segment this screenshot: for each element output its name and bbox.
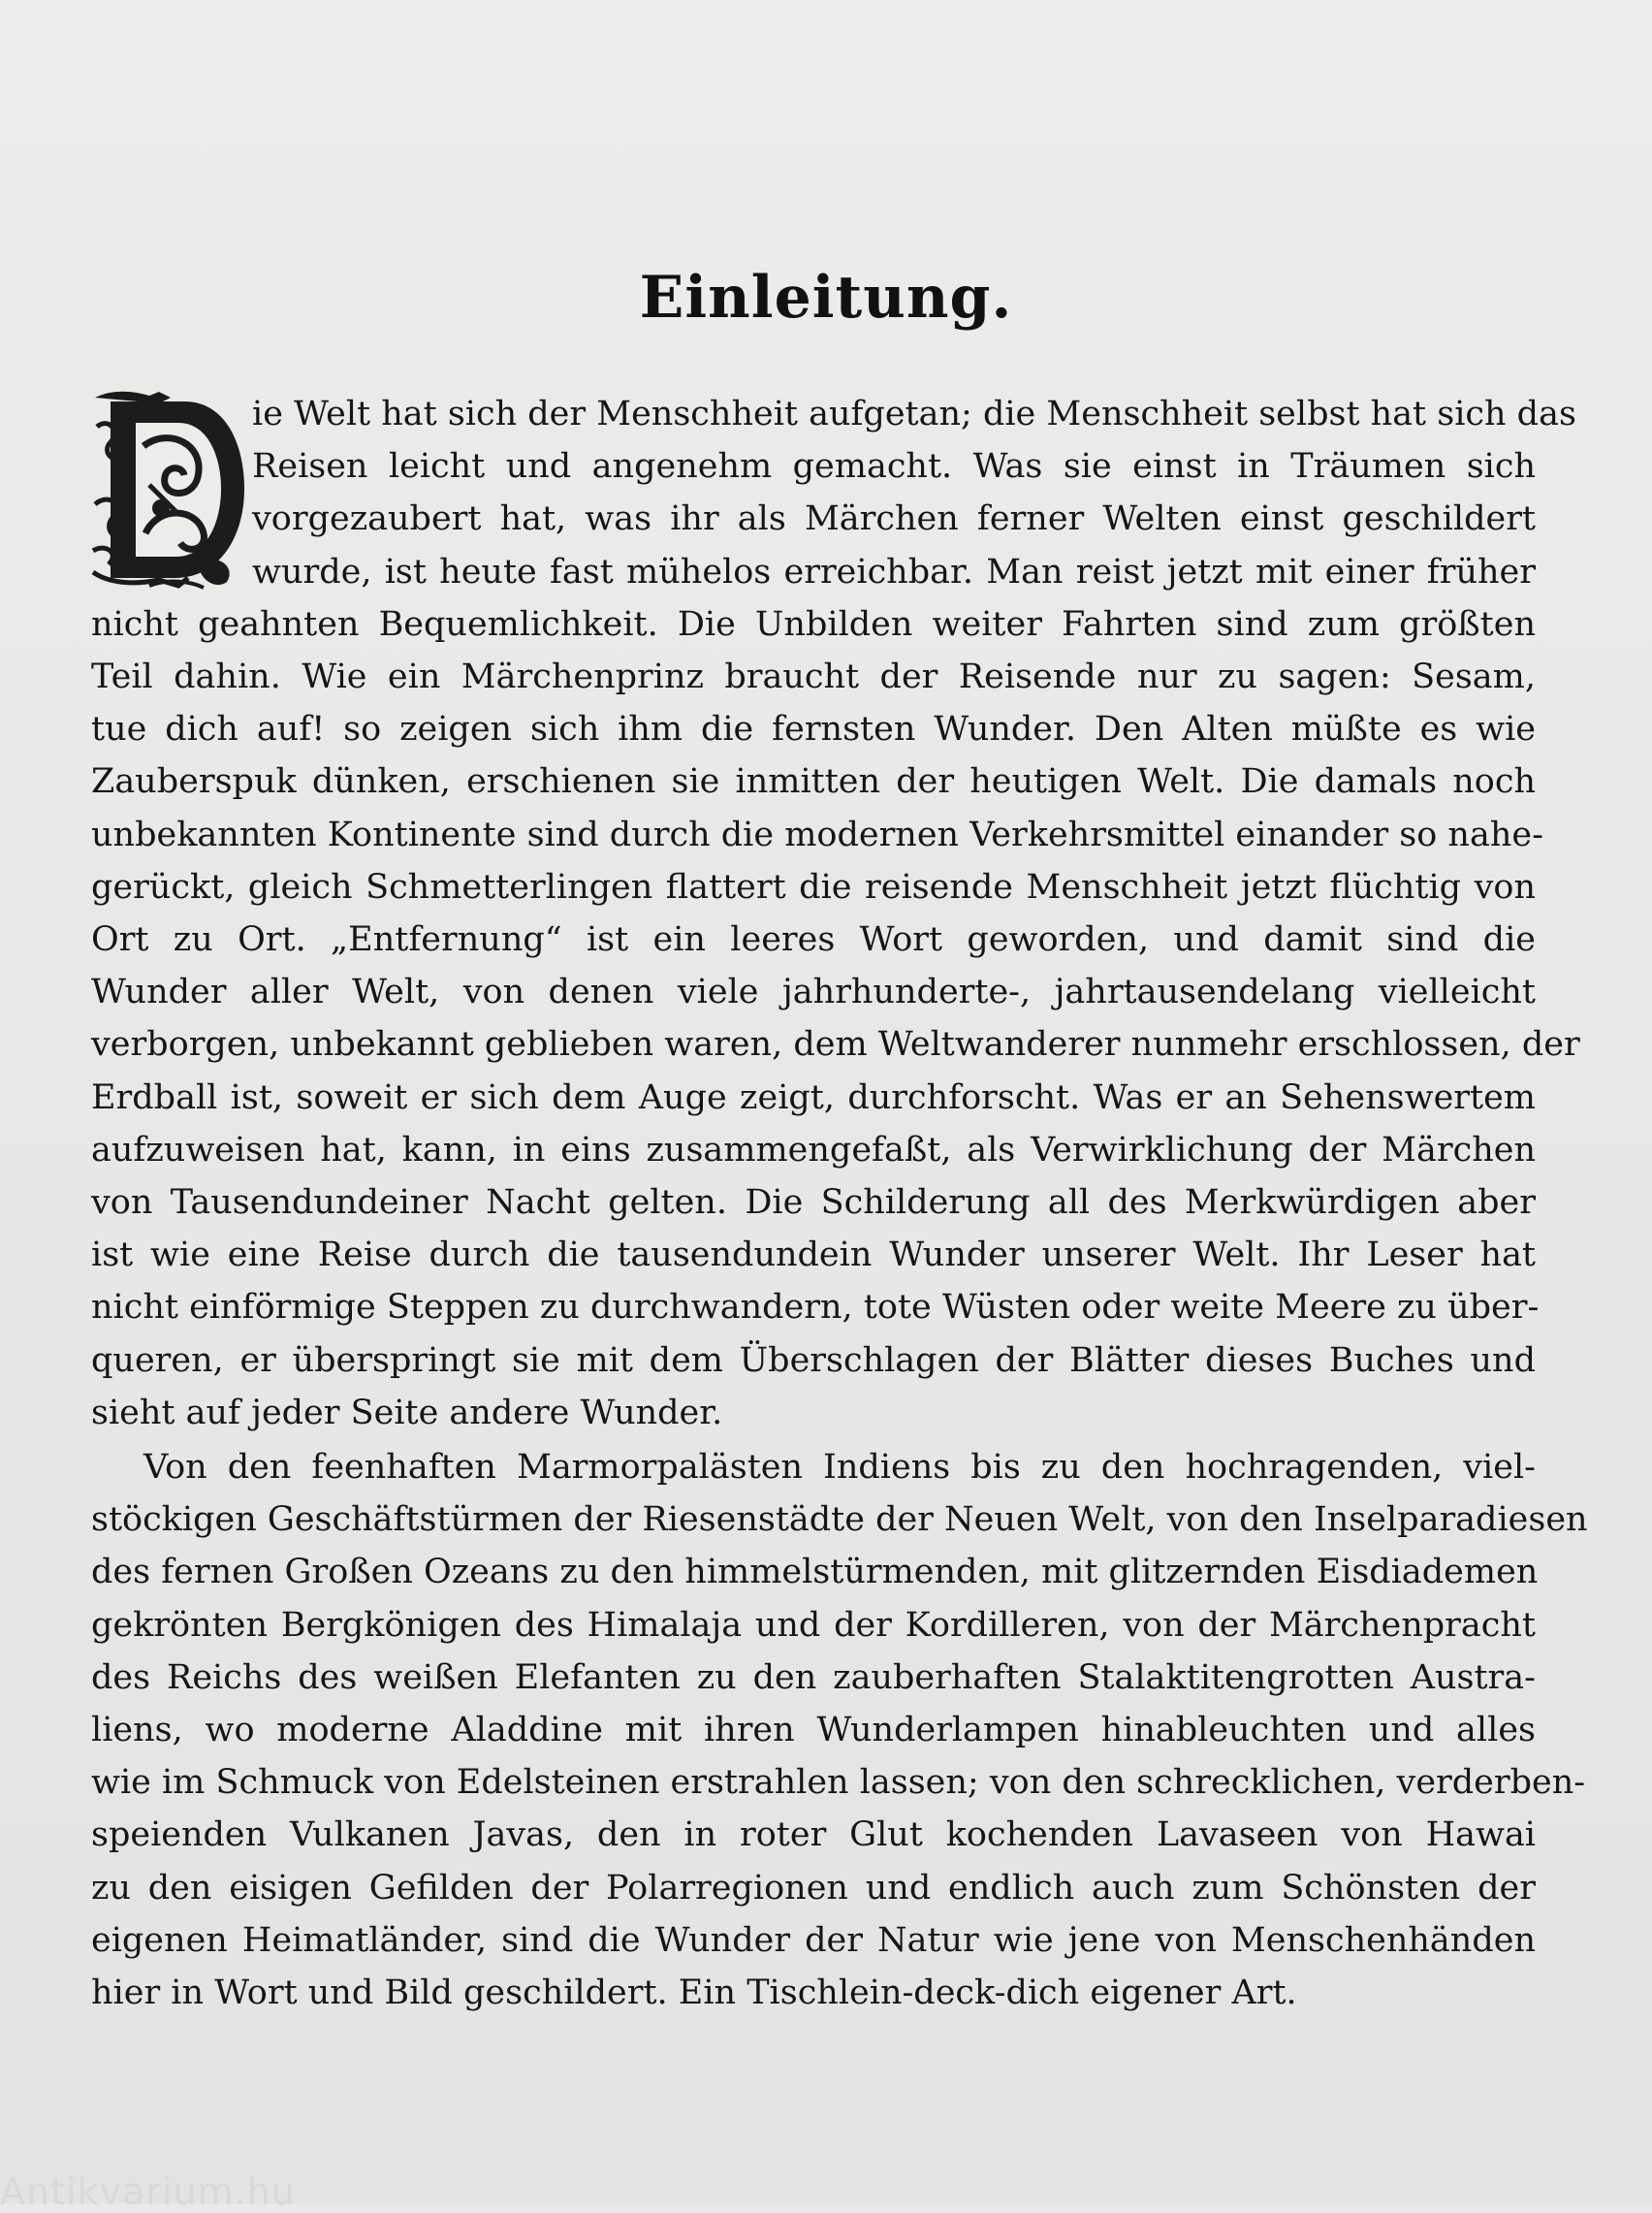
text-line: unbekannten Kontinente sind durch die modernen Verkehrsmittel einander so nahe- — [91, 815, 1543, 854]
text-line: Von den feenhaften Marmorpalästen Indiens bis zu den hochragenden, viel- — [143, 1448, 1536, 1487]
ornamental-dropcap-d — [91, 388, 248, 590]
text-line: Reisen leicht und angenehm gemacht. Was sie einst in Träumen sich — [252, 447, 1536, 487]
text-line: Teil dahin. Wie ein Märchenprinz braucht der Reisende nur zu sagen: Sesam, — [91, 657, 1536, 696]
text-line: gerückt, gleich Schmetterlingen flattert die reisende Menschheit jetzt flüchtig von — [91, 867, 1536, 907]
text-line: zu den eisigen Gefilden der Polarregionen und endlich auch zum Schönsten der — [91, 1868, 1536, 1908]
text-line: des Reichs des weißen Elefanten zu den zauberhaften Stalaktitengrotten Austra- — [91, 1657, 1536, 1697]
text-line: eigenen Heimatländer, sind die Wunder der Natur wie jene von Menschenhänden — [91, 1920, 1536, 1960]
text-line: Erdball ist, soweit er sich dem Auge zeigt, durchforscht. Was er an Sehenswertem — [91, 1077, 1536, 1117]
text-line: speienden Vulkanen Javas, den in roter Glut kochenden Lavaseen von Hawai — [91, 1815, 1536, 1855]
text-line: Ort zu Ort. „Entfernung“ ist ein leeres Wort geworden, und damit sind die — [91, 920, 1536, 959]
text-line: Wunder aller Welt, von denen viele jahrhunderte-, jahrtausendelang vielleicht — [91, 973, 1536, 1012]
chapter-title: Einleitung. — [639, 264, 1013, 332]
text-line: von Tausendundeiner Nacht gelten. Die Schilderung all des Merkwürdigen aber — [91, 1183, 1536, 1222]
watermark: Antikvarium.hu — [0, 2170, 296, 2213]
text-line: tue dich auf! so zeigen sich ihm die fernsten Wunder. Den Alten müßte es wie — [91, 710, 1536, 750]
text-line: des fernen Großen Ozeans zu den himmelstürmenden, mit glitzernden Eisdiademen — [91, 1553, 1539, 1592]
text-line: vorgezaubert hat, was ihr als Märchen ferner Welten einst geschildert — [252, 499, 1536, 539]
text-line: nicht geahnten Bequemlichkeit. Die Unbilden weiter Fahrten sind zum größten — [91, 604, 1536, 644]
text-line: queren, er überspringt sie mit dem Überschlagen der Blätter dieses Buches und — [91, 1340, 1536, 1380]
text-line: hier in Wort und Bild geschildert. Ein Tischlein-deck-dich eigener Art. — [91, 1973, 1297, 2012]
text-line: gekrönten Bergkönigen des Himalaja und der Kordilleren, von der Märchenpracht — [91, 1605, 1536, 1645]
text-line: ie Welt hat sich der Menschheit aufgetan; die Menschheit selbst hat sich das — [252, 395, 1576, 433]
text-line: stöckigen Geschäftstürmen der Riesenstädte der Neuen Welt, von den Inselparadiesen — [91, 1500, 1588, 1540]
text-line: aufzuweisen hat, kann, in eins zusammengefaßt, als Verwirklichung der Märchen — [91, 1130, 1536, 1170]
text-line: wurde, ist heute fast mühelos erreichbar. Man reist jetzt mit einer früher — [252, 552, 1536, 592]
text-line: ist wie eine Reise durch die tausendundein Wunder unserer Welt. Ihr Leser hat — [91, 1235, 1536, 1275]
text-line: Zauberspuk dünken, erschienen sie inmitten der heutigen Welt. Die damals noch — [91, 762, 1536, 802]
text-line: nicht einförmige Steppen zu durchwandern, tote Wüsten oder weite Meere zu über- — [91, 1288, 1540, 1328]
text-line: wie im Schmuck von Edelsteinen erstrahlen lassen; von den schrecklichen, verderben- — [91, 1763, 1586, 1803]
text-line: sieht auf jeder Seite andere Wunder. — [91, 1393, 723, 1432]
text-line: verborgen, unbekannt geblieben waren, dem Weltwanderer nunmehr erschlossen, der — [91, 1025, 1580, 1065]
text-line: liens, wo moderne Aladdine mit ihren Wunderlampen hinableuchten und alles — [91, 1711, 1536, 1749]
